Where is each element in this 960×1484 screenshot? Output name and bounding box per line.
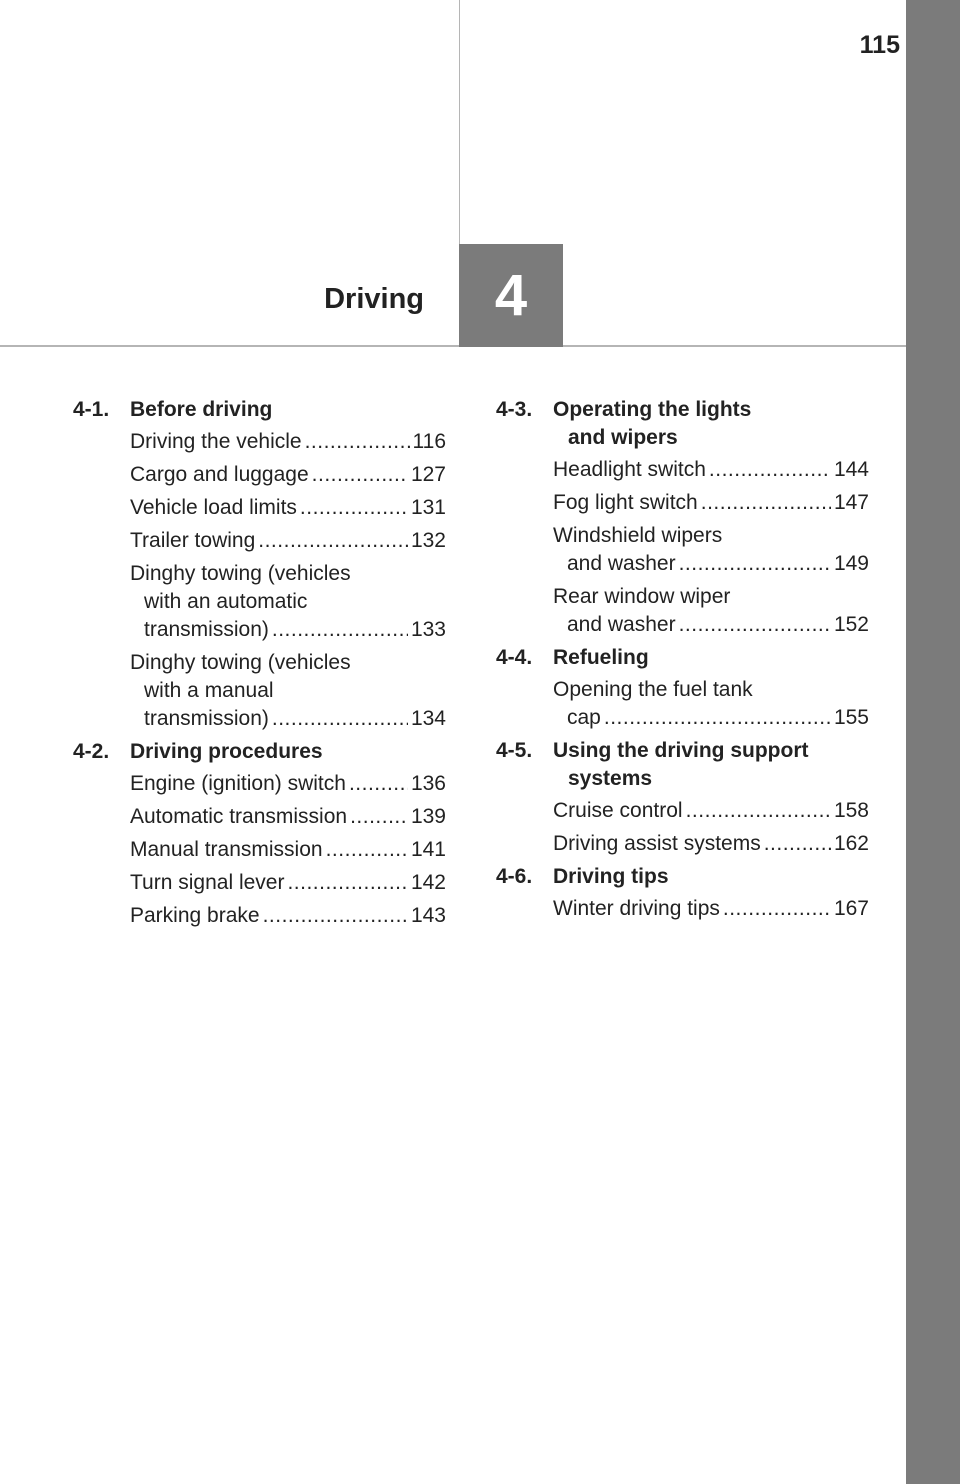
toc-entry[interactable] <box>130 494 446 522</box>
entry-title: Vehicle load limits <box>130 496 297 519</box>
dot-leader <box>701 489 831 517</box>
dot-leader <box>258 527 408 555</box>
entry-title-lines <box>130 560 446 616</box>
section-title <box>553 644 869 672</box>
toc-entry[interactable] <box>130 836 446 864</box>
entry-page-number: 139 <box>410 805 446 828</box>
entry-line <box>130 616 446 644</box>
entry-title: Cargo and luggage <box>130 463 309 486</box>
entry-title: and washer <box>567 613 676 636</box>
chapter-title: Driving <box>324 283 424 315</box>
entry-title-line: Opening the fuel tank <box>553 678 753 701</box>
entry-title: transmission) <box>144 618 269 641</box>
entry-line <box>553 489 869 517</box>
dot-leader <box>686 797 831 825</box>
section-heading <box>73 738 446 766</box>
entry-line <box>130 461 446 489</box>
entry-line <box>130 428 446 456</box>
entry-page-number: 134 <box>410 707 446 730</box>
dot-leader <box>350 803 408 831</box>
dot-leader <box>679 550 831 578</box>
entry-page-number: 132 <box>410 529 446 552</box>
toc-entry[interactable] <box>130 803 446 831</box>
section-title-line: Operating the lights <box>553 398 752 421</box>
dot-leader <box>679 611 831 639</box>
entry-title: Trailer towing <box>130 529 256 552</box>
entry-line <box>553 830 869 858</box>
section-heading <box>73 396 446 424</box>
section-title <box>553 863 869 891</box>
entry-page-number: 141 <box>410 838 446 861</box>
entry-title: transmission) <box>144 707 269 730</box>
entry-title-line: Dinghy towing (vehicles <box>130 651 351 674</box>
dot-leader <box>326 836 408 864</box>
toc-entry[interactable] <box>553 489 869 517</box>
section-heading <box>496 863 869 891</box>
entry-title: Winter driving tips <box>553 897 720 920</box>
section-title-line: and wipers <box>568 426 678 449</box>
dot-leader <box>287 869 407 897</box>
section-title-line: Using the driving support <box>553 739 809 762</box>
entry-title: Driving assist systems <box>553 832 761 855</box>
entry-title-line: Windshield wipers <box>553 524 723 547</box>
section-title <box>130 396 446 424</box>
entry-line <box>130 869 446 897</box>
dot-leader <box>263 902 408 930</box>
entry-line <box>130 705 446 733</box>
page-number: 115 <box>859 31 900 59</box>
toc-column-right <box>496 396 869 928</box>
section-number: 4-1. <box>73 398 110 421</box>
entry-title: Turn signal lever <box>130 871 285 894</box>
entry-title: Parking brake <box>130 904 260 927</box>
toc-entry[interactable] <box>130 527 446 555</box>
section-heading <box>496 644 869 672</box>
section-title <box>553 737 869 793</box>
toc-entry[interactable] <box>553 830 869 858</box>
entry-page-number: 147 <box>833 491 869 514</box>
entry-title-lines <box>553 522 869 550</box>
toc-section <box>496 644 869 732</box>
entry-line <box>553 550 869 578</box>
toc-column-left <box>73 396 446 935</box>
toc-entry[interactable] <box>553 895 869 923</box>
entry-page-number: 155 <box>833 706 869 729</box>
toc-entry[interactable] <box>130 560 446 644</box>
toc-entry[interactable] <box>130 428 446 456</box>
entry-page-number: 162 <box>833 832 869 855</box>
entry-line <box>130 803 446 831</box>
entry-page-number: 158 <box>833 799 869 822</box>
dot-leader <box>305 428 410 456</box>
entry-page-number: 127 <box>410 463 446 486</box>
entry-page-number: 152 <box>833 613 869 636</box>
chapter-number-box: 4 <box>459 244 563 347</box>
dot-leader <box>272 616 408 644</box>
entry-line <box>130 770 446 798</box>
entry-line <box>130 527 446 555</box>
dot-leader <box>723 895 831 923</box>
toc-section <box>496 396 869 639</box>
entry-line <box>130 836 446 864</box>
section-number: 4-4. <box>496 646 533 669</box>
toc-entry[interactable] <box>553 797 869 825</box>
toc-entry[interactable] <box>553 676 869 732</box>
entry-title: Automatic transmission <box>130 805 348 828</box>
entry-title: Engine (ignition) switch <box>130 772 346 795</box>
entry-line <box>130 902 446 930</box>
section-title <box>130 738 446 766</box>
entry-title-lines <box>553 583 869 611</box>
header-divider-horizontal <box>0 345 906 347</box>
section-title-line: Before driving <box>130 398 273 421</box>
entry-title: Manual transmission <box>130 838 323 861</box>
entry-page-number: 144 <box>833 458 869 481</box>
toc-section <box>496 737 869 858</box>
entry-page-number: 116 <box>412 430 446 453</box>
toc-entry[interactable] <box>553 522 869 578</box>
entry-title: cap <box>567 706 601 729</box>
entry-page-number: 142 <box>410 871 446 894</box>
section-heading <box>496 737 869 793</box>
entry-page-number: 133 <box>410 618 446 641</box>
entry-page-number: 136 <box>410 772 446 795</box>
dot-leader <box>300 494 408 522</box>
dot-leader <box>349 770 408 798</box>
entry-title: and washer <box>567 552 676 575</box>
dot-leader <box>272 705 408 733</box>
entry-line <box>553 797 869 825</box>
entry-page-number: 143 <box>410 904 446 927</box>
section-title-line: Refueling <box>553 646 649 669</box>
toc-entry[interactable] <box>130 770 446 798</box>
toc-entry[interactable] <box>130 461 446 489</box>
entry-line <box>130 494 446 522</box>
entry-page-number: 131 <box>410 496 446 519</box>
entry-title: Driving the vehicle <box>130 430 302 453</box>
entry-title: Cruise control <box>553 799 683 822</box>
section-title-line: systems <box>568 767 653 790</box>
entry-title-lines <box>553 676 869 704</box>
dot-leader <box>312 461 408 489</box>
entry-title-line: Dinghy towing (vehicles <box>130 562 351 585</box>
section-number: 4-5. <box>496 739 533 762</box>
entry-line <box>553 895 869 923</box>
header-divider-vertical <box>459 0 460 244</box>
entry-page-number: 167 <box>833 897 869 920</box>
toc-entry[interactable] <box>553 583 869 639</box>
section-number: 4-3. <box>496 398 533 421</box>
section-heading <box>496 396 869 452</box>
dot-leader <box>709 456 831 484</box>
entry-line <box>553 611 869 639</box>
dot-leader <box>764 830 831 858</box>
section-title <box>553 396 869 452</box>
chapter-side-tab <box>906 0 960 1484</box>
entry-title-line: Rear window wiper <box>553 585 731 608</box>
toc-entry[interactable] <box>130 869 446 897</box>
entry-line <box>553 456 869 484</box>
toc-entry[interactable] <box>130 649 446 733</box>
section-number: 4-6. <box>496 865 533 888</box>
entry-page-number: 149 <box>833 552 869 575</box>
section-title-line: Driving tips <box>553 865 669 888</box>
entry-line <box>553 704 869 732</box>
entry-title-line: with a manual <box>144 679 274 702</box>
entry-title: Fog light switch <box>553 491 698 514</box>
dot-leader <box>604 704 831 732</box>
toc-section <box>73 396 446 733</box>
section-number: 4-2. <box>73 740 110 763</box>
toc-section <box>73 738 446 930</box>
toc-section <box>496 863 869 923</box>
section-title-line: Driving procedures <box>130 740 323 763</box>
entry-title-lines <box>130 649 446 705</box>
toc-entry[interactable] <box>130 902 446 930</box>
entry-title-line: with an automatic <box>144 590 308 613</box>
entry-title: Headlight switch <box>553 458 706 481</box>
toc-entry[interactable] <box>553 456 869 484</box>
